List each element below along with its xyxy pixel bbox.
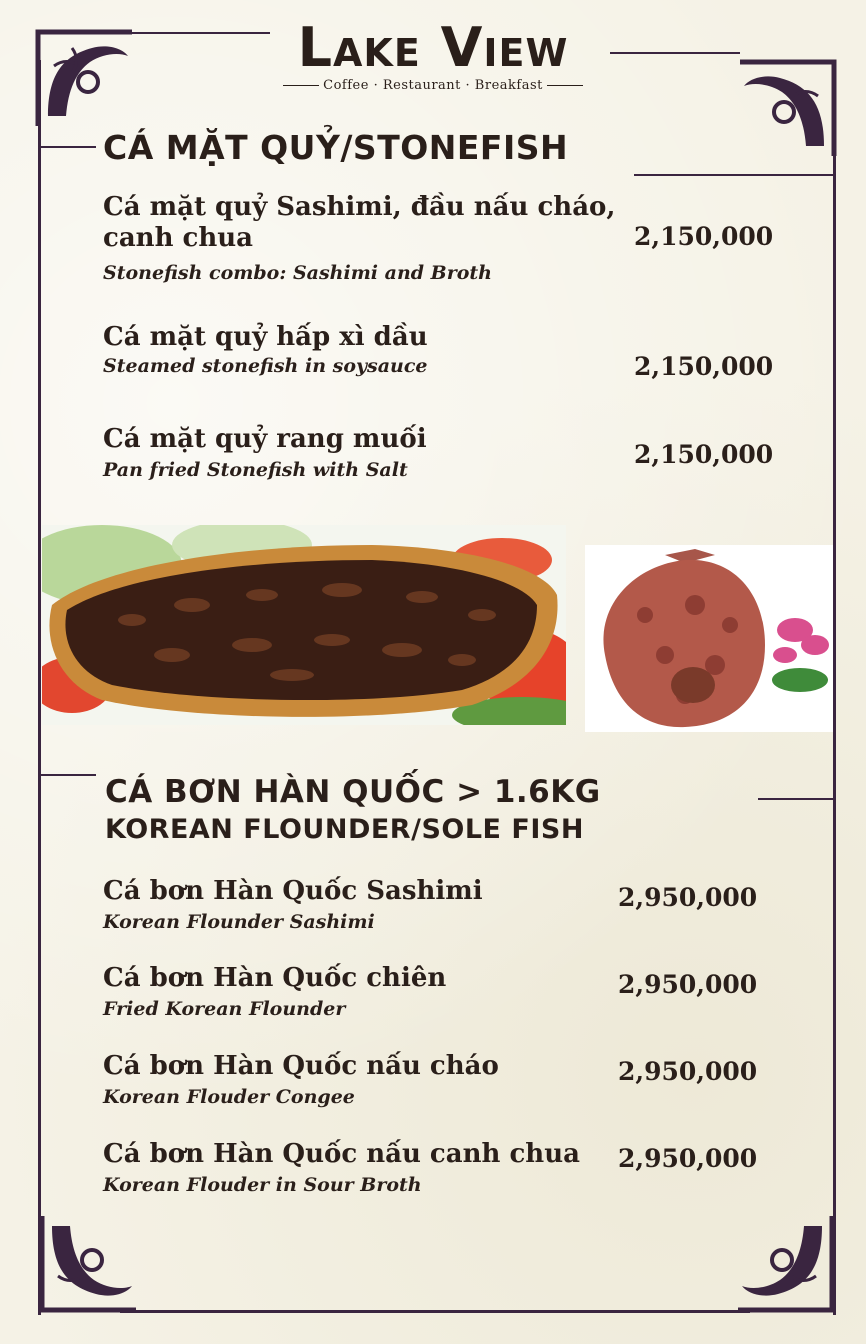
item-name: Cá mặt quỷ Sashimi, đầu nấu cháo, canh chua bbox=[103, 192, 616, 253]
item-name: Cá mặt quỷ hấp xì dầu bbox=[103, 322, 428, 352]
item-price: 2,950,000 bbox=[618, 1057, 758, 1086]
flourish-corner-icon bbox=[728, 1206, 838, 1316]
item-description: Fried Korean Flounder bbox=[103, 998, 346, 1020]
section-1-rule-left bbox=[38, 146, 96, 148]
frame-right-line bbox=[833, 60, 836, 1315]
item-description: Stonefish combo: Sashimi and Broth bbox=[103, 262, 492, 284]
section-2-rule-left bbox=[38, 774, 96, 776]
stonefish-photo bbox=[585, 545, 833, 732]
item-description: Korean Flouder Congee bbox=[103, 1086, 355, 1108]
item-price: 2,150,000 bbox=[634, 440, 774, 469]
item-description: Korean Flounder Sashimi bbox=[103, 911, 375, 933]
brand-tagline-row bbox=[0, 78, 866, 93]
item-description: Korean Flouder in Sour Broth bbox=[103, 1174, 422, 1196]
brand-tagline: Coffee · Restaurant · Breakfast bbox=[323, 78, 543, 93]
item-description: Steamed stonefish in soysauce bbox=[103, 355, 428, 377]
item-description: Pan fried Stonefish with Salt bbox=[103, 459, 408, 481]
item-name: Cá mặt quỷ rang muối bbox=[103, 424, 427, 454]
frame-bottom-line bbox=[120, 1310, 750, 1313]
item-name: Cá bơn Hàn Quốc nấu canh chua bbox=[103, 1139, 580, 1169]
item-price: 2,950,000 bbox=[618, 1144, 758, 1173]
section-1-rule-right bbox=[634, 174, 834, 176]
section-subtitle-korean-flounder: KOREAN FLOUNDER/SOLE FISH bbox=[105, 814, 584, 845]
brand-name: Lake View bbox=[297, 16, 569, 79]
frame-left-line bbox=[38, 60, 41, 1315]
flourish-corner-icon bbox=[36, 1206, 146, 1316]
item-name: Cá bơn Hàn Quốc chiên bbox=[103, 963, 447, 993]
item-name: Cá bơn Hàn Quốc Sashimi bbox=[103, 876, 483, 906]
section-2-rule-right bbox=[758, 798, 834, 800]
section-title-korean-flounder: CÁ BƠN HÀN QUỐC > 1.6KG bbox=[105, 774, 601, 810]
item-price: 2,950,000 bbox=[618, 970, 758, 999]
item-price: 2,150,000 bbox=[634, 352, 774, 381]
item-name: Cá bơn Hàn Quốc nấu cháo bbox=[103, 1051, 499, 1081]
item-price: 2,150,000 bbox=[634, 222, 774, 251]
fried-fish-photo bbox=[42, 525, 566, 725]
brand-logo bbox=[0, 18, 866, 93]
item-price: 2,950,000 bbox=[618, 883, 758, 912]
section-title-stonefish: CÁ MẶT QUỶ/STONEFISH bbox=[103, 128, 569, 167]
